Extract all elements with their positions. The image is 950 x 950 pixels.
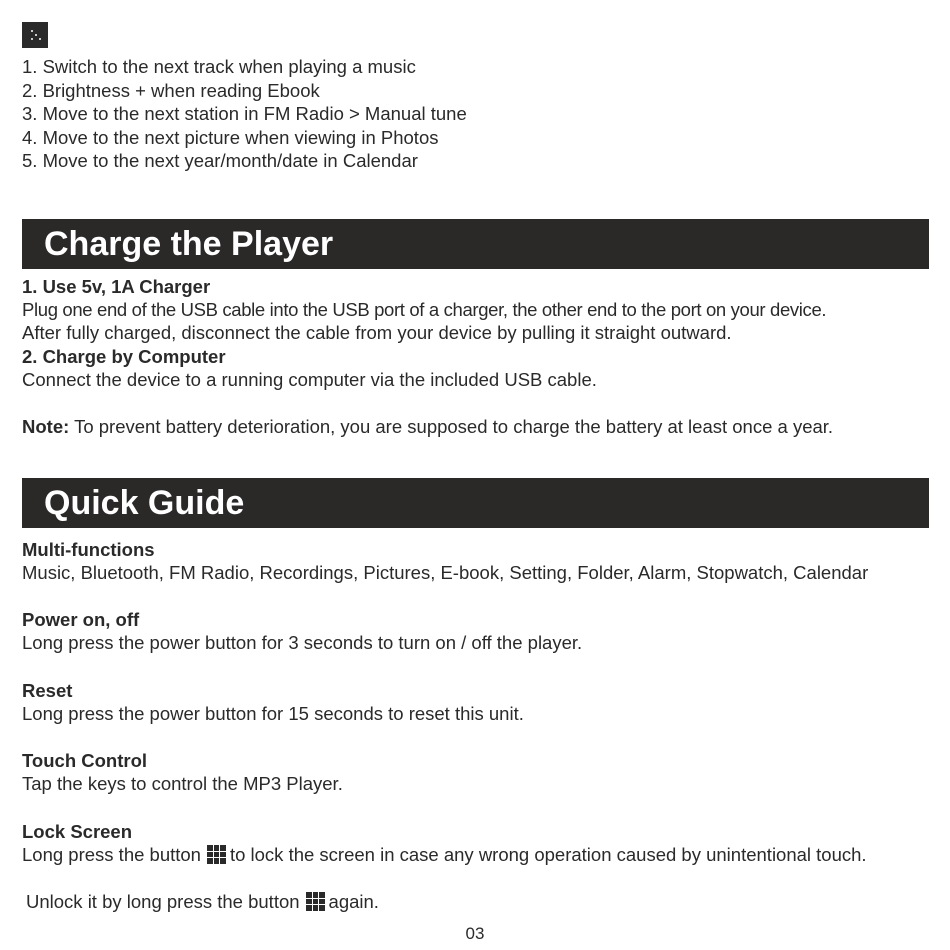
- unlock-text: [26, 890, 379, 914]
- list-item: 5. Move to the next year/month/date in Calendar: [22, 150, 418, 171]
- menu-button-icon: [306, 892, 325, 911]
- touch-control-text: Tap the keys to control the MP3 Player.: [22, 773, 343, 794]
- list-item: 1. Switch to the next track when playing a music: [22, 56, 416, 77]
- multi-functions-heading: Multi-functions: [22, 539, 155, 560]
- multi-functions-text: Music, Bluetooth, FM Radio, Recordings, Pictures, E-book, Setting, Folder, Alarm, Stopwatch, Calendar: [22, 562, 869, 583]
- touch-control-heading: Touch Control: [22, 750, 148, 771]
- unlock-text-after: again.: [328, 891, 379, 912]
- battery-note: [22, 415, 833, 439]
- lock-text-before: Long press the button: [22, 844, 201, 865]
- lock-screen-text: [22, 843, 867, 867]
- next-button-functions-list: [22, 55, 467, 173]
- charger-paragraph-1: Plug one end of the USB cable into the USB port of a charger, the other end to the port on your device.: [22, 299, 827, 320]
- lock-text-after: to lock the screen in case any wrong operation caused by unintentional touch.: [229, 844, 867, 865]
- note-text: To prevent battery deterioration, you are supposed to charge the battery at least once a year.: [69, 416, 834, 437]
- page-number: 03: [465, 924, 485, 943]
- menu-button-icon: [207, 845, 226, 864]
- unlock-text-before: Unlock it by long press the button: [26, 891, 300, 912]
- charger-paragraph-2: After fully charged, disconnect the cable from your device by pulling it straight outward.: [22, 322, 732, 343]
- charger-heading: 1. Use 5v, 1A Charger: [22, 276, 211, 297]
- reset-text: Long press the power button for 15 seconds to reset this unit.: [22, 703, 524, 724]
- list-item: 4. Move to the next picture when viewing in Photos: [22, 126, 439, 148]
- lock-screen-heading: Lock Screen: [22, 821, 133, 842]
- list-item: 2. Brightness + when reading Ebook: [22, 79, 320, 101]
- list-item: 3. Move to the next station in FM Radio > Manual tune: [22, 103, 467, 124]
- note-label: Note:: [22, 416, 70, 437]
- next-button-icon: [22, 22, 48, 48]
- computer-heading: 2. Charge by Computer: [22, 346, 226, 367]
- quick-guide-section-title: Quick Guide: [22, 478, 929, 528]
- charge-section-title: Charge the Player: [22, 219, 929, 269]
- computer-paragraph: Connect the device to a running computer via the included USB cable.: [22, 369, 597, 390]
- reset-heading: Reset: [22, 680, 73, 701]
- power-heading: Power on, off: [22, 609, 140, 630]
- power-text: Long press the power button for 3 seconds to turn on / off the player.: [22, 632, 583, 653]
